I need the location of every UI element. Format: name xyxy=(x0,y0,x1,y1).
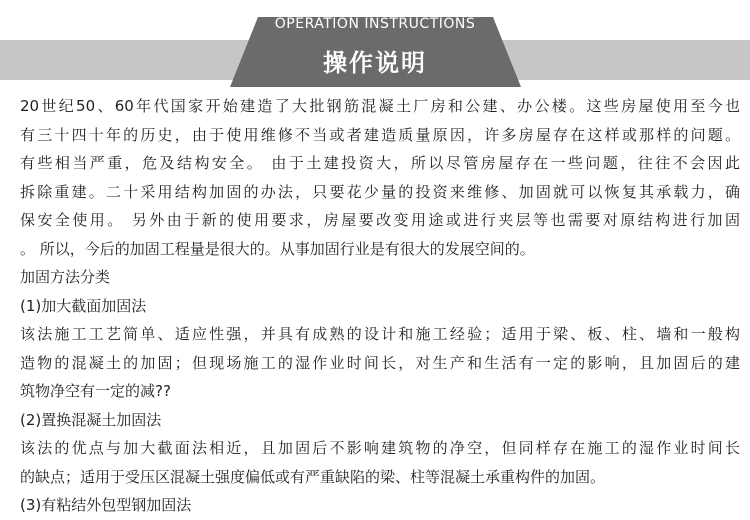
text-line: 20世纪50、60年代国家开始建造了大批钢筋混凝土厂房和公建、办公楼。这些房屋使用至今也 xyxy=(20,97,740,115)
method-heading: (2)置换混凝土加固法 xyxy=(20,410,162,429)
instructions-body xyxy=(20,92,740,520)
method-heading: (3)有粘结外包型钢加固法 xyxy=(20,496,192,514)
text-line: 拆除重建。二十采用结构加固的办法，只要花少量的投资来维修、加固就可以恢复其承载力，确 xyxy=(20,182,740,201)
section-heading: 加固方法分类 xyxy=(20,268,111,286)
text-line: 保安全使用。 另外由于新的使用要求，房屋要改变用途或进行夹层等也需要对原结构进行加固 xyxy=(20,211,740,229)
text-line: 该法施工工艺简单、适应性强，并具有成熟的设计和施工经验；适用于梁、板、柱、墙和一般构 xyxy=(20,325,740,343)
title-english: OPERATION INSTRUCTIONS xyxy=(274,16,476,32)
title-chinese: 操作说明 xyxy=(323,49,427,77)
text-line: 有些相当严重，危及结构安全。 由于土建投资大，所以尽管房屋存在一些问题，往往不会因此 xyxy=(20,154,740,172)
text-line: 造物的混凝土的加固；但现场施工的湿作业时间长，对生产和生活有一定的影响，且加固后的建 xyxy=(20,353,740,372)
text-line: 的缺点；适用于受压区混凝土强度偏低或有严重缺陷的梁、柱等混凝土承重构件的加固。 xyxy=(20,467,606,486)
method-heading: (1)加大截面加固法 xyxy=(20,296,147,315)
text-line: 该法的优点与加大截面法相近，且加固后不影响建筑物的净空，但同样存在施工的湿作业时间长 xyxy=(20,439,740,457)
text-line: 。 所以，今后的加固工程量是很大的。从事加固行业是有很大的发展空间的。 xyxy=(20,239,535,258)
section-header xyxy=(0,0,750,88)
text-line: 有三十四十年的历史，由于使用维修不当或者建造质量原因，许多房屋存在这样或那样的问题。 xyxy=(20,125,740,144)
text-line: 筑物净空有一定的减?? xyxy=(20,382,171,400)
